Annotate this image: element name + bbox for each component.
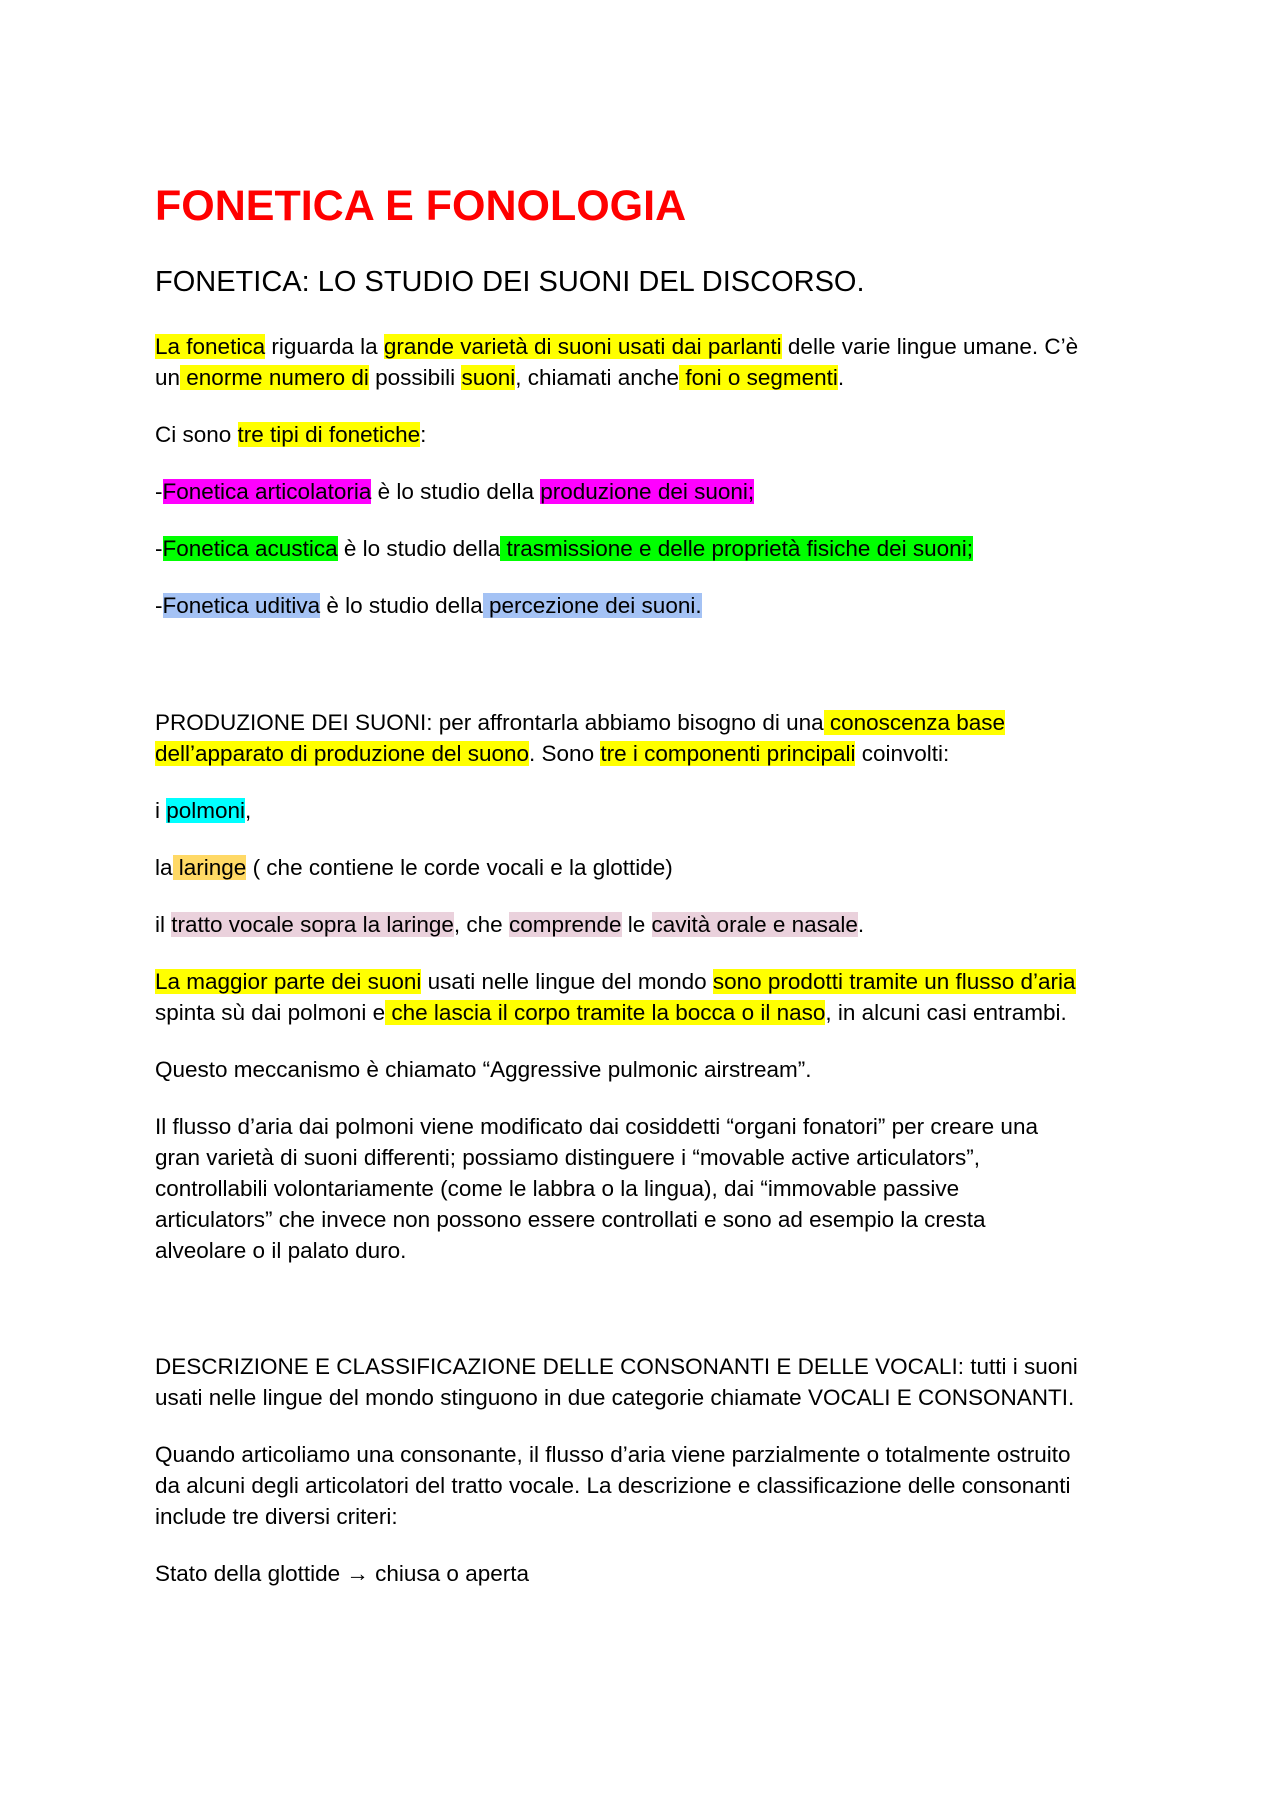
document-title: FONETICA E FONOLOGIA — [155, 182, 687, 230]
paragraph-descrizione-line-2: usati nelle lingue del mondo stinguono in due categorie chiamate VOCALI E CONSONANTI. — [155, 1385, 1075, 1410]
text: , che — [453, 912, 509, 937]
text: il — [155, 912, 172, 937]
highlight-text: percezione dei suoni. — [482, 593, 702, 618]
paragraph-maggior-line-2 — [155, 999, 1067, 1027]
text: è lo studio della — [337, 536, 501, 561]
highlight-text: tre i componenti principali — [600, 741, 856, 766]
text: è lo studio della — [371, 479, 541, 504]
text: la — [155, 855, 173, 880]
highlight-text: tratto vocale sopra la laringe — [171, 912, 454, 937]
paragraph-maggior-line-1 — [155, 968, 1076, 996]
paragraph-glottide: Stato della glottide → chiusa o aperta — [155, 1561, 529, 1586]
text: ( che contiene le corde vocali e la glottide) — [246, 855, 673, 880]
highlight-text: conoscenza base — [823, 710, 1006, 735]
text: delle varie lingue umane. C’è — [781, 334, 1079, 359]
paragraph-produzione-line-1 — [155, 709, 1005, 737]
text: un — [155, 365, 181, 390]
paragraph-consonante-line-3: include tre diversi criteri: — [155, 1504, 398, 1529]
text: possibili — [368, 365, 462, 390]
paragraph-consonante-line-1: Quando articoliamo una consonante, il flusso d’aria viene parzialmente o totalmente ostruito — [155, 1442, 1071, 1467]
text: coinvolti: — [855, 741, 950, 766]
highlight-text: sono prodotti tramite un flusso d’aria — [712, 969, 1076, 994]
component-tratto-vocale — [155, 911, 864, 939]
paragraph-produzione-line-2 — [155, 740, 949, 768]
paragraph-tipi — [155, 421, 426, 449]
text: - — [155, 593, 163, 618]
paragraph-fonetica-line-2 — [155, 364, 844, 392]
highlight-text: Fonetica articolatoria — [162, 479, 372, 504]
text: . — [837, 365, 845, 390]
text: usati nelle lingue del mondo — [421, 969, 713, 994]
text: , chiamati anche — [515, 365, 680, 390]
paragraph-fonetica-line-1 — [155, 333, 1078, 361]
text: Ci sono — [155, 422, 238, 447]
list-item-articolatoria — [155, 478, 754, 506]
highlight-text: cavità orale e nasale — [651, 912, 858, 937]
text: PRODUZIONE DEI SUONI: per affrontarla abbiamo bisogno di una — [155, 710, 824, 735]
text: . Sono — [529, 741, 601, 766]
highlight-text: polmoni — [166, 798, 246, 823]
component-polmoni — [155, 797, 251, 825]
highlight-text: Fonetica acustica — [162, 536, 338, 561]
highlight-text: suoni — [461, 365, 516, 390]
highlight-text: La maggior parte dei suoni — [155, 969, 422, 994]
paragraph-flusso-line-5: alveolare o il palato duro. — [155, 1238, 407, 1263]
highlight-text: La fonetica — [155, 334, 266, 359]
component-laringe — [155, 854, 673, 882]
highlight-text: enorme numero di — [180, 365, 369, 390]
paragraph-flusso-line-3: controllabili volontariamente (come le labbra o la lingua), dai “immovable passive — [155, 1176, 960, 1201]
paragraph-descrizione-line-1: DESCRIZIONE E CLASSIFICAZIONE DELLE CONSONANTI E DELLE VOCALI: tutti i suoni — [155, 1354, 1078, 1379]
text: - — [155, 479, 163, 504]
paragraph-flusso-line-4: articulators” che invece non possono essere controllati e sono ad esempio la cresta — [155, 1207, 986, 1232]
text: , in alcuni casi entrambi. — [825, 1000, 1067, 1025]
list-item-uditiva — [155, 592, 702, 620]
highlight-text: produzione dei suoni; — [540, 479, 755, 504]
highlight-text: laringe — [172, 855, 247, 880]
section-heading-fonetica: FONETICA: LO STUDIO DEI SUONI DEL DISCORSO. — [155, 266, 865, 298]
text: - — [155, 536, 163, 561]
text: . — [857, 912, 865, 937]
highlight-text: Fonetica uditiva — [162, 593, 321, 618]
highlight-text: comprende — [508, 912, 622, 937]
text: le — [621, 912, 652, 937]
highlight-text: che lascia il corpo tramite la bocca o il naso — [385, 1000, 826, 1025]
paragraph-meccanismo: Questo meccanismo è chiamato “Aggressive pulmonic airstream”. — [155, 1057, 812, 1082]
text: : — [420, 422, 427, 447]
text: , — [245, 798, 252, 823]
highlight-text: trasmissione e delle proprietà fisiche dei suoni; — [500, 536, 973, 561]
highlight-text: foni o segmenti — [679, 365, 838, 390]
text: è lo studio della — [320, 593, 483, 618]
text: riguarda la — [265, 334, 384, 359]
list-item-acustica — [155, 535, 973, 563]
highlight-text: dell’apparato di produzione del suono — [155, 741, 530, 766]
text: i — [155, 798, 167, 823]
paragraph-consonante-line-2: da alcuni degli articolatori del tratto vocale. La descrizione e classificazione delle consonanti — [155, 1473, 1071, 1498]
paragraph-flusso-line-1: Il flusso d’aria dai polmoni viene modificato dai cosiddetti “organi fonatori” per creare una — [155, 1114, 1038, 1139]
highlight-text: tre tipi di fonetiche — [237, 422, 421, 447]
text: spinta sù dai polmoni e — [155, 1000, 386, 1025]
paragraph-flusso-line-2: gran varietà di suoni differenti; possiamo distinguere i “movable active articulators”, — [155, 1145, 980, 1170]
highlight-text: grande varietà di suoni usati dai parlanti — [383, 334, 782, 359]
